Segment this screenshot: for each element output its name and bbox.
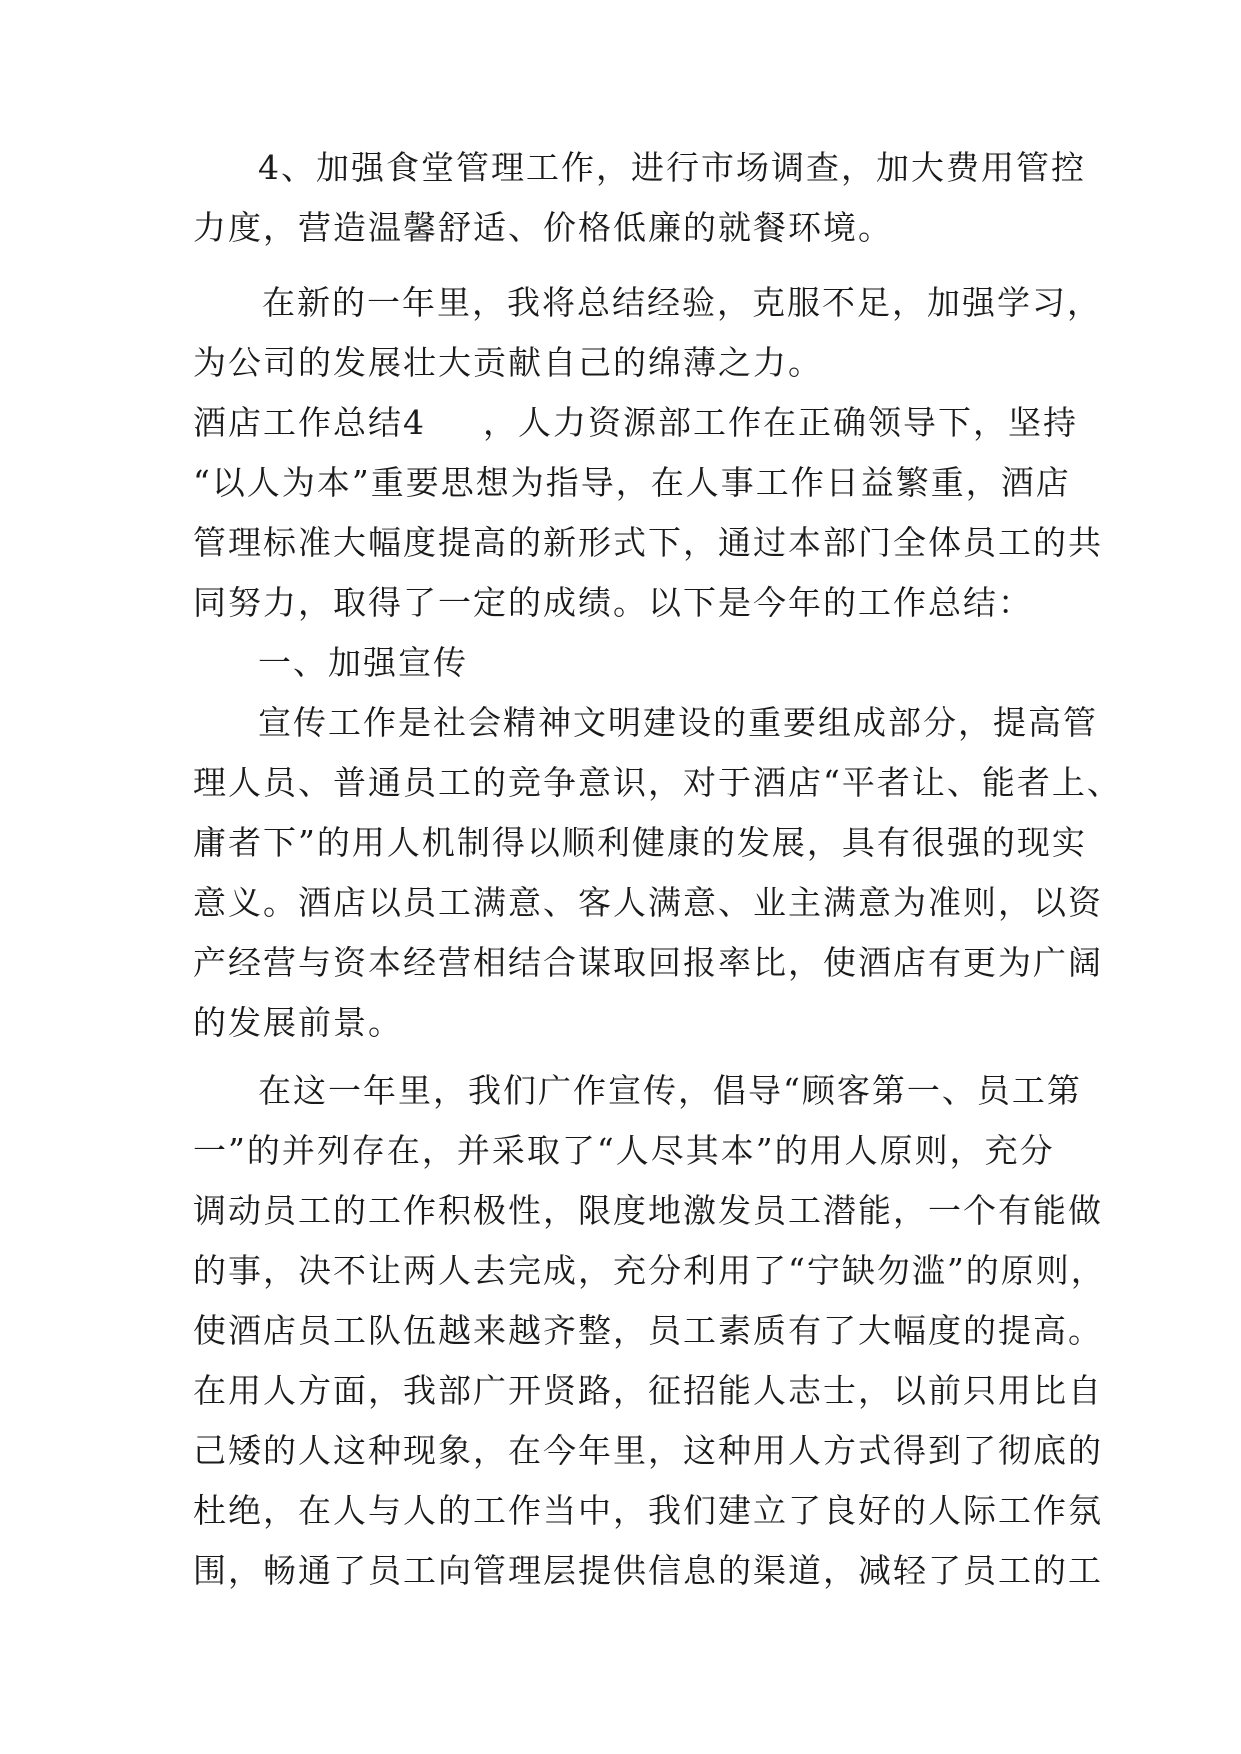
- paragraph-line: 力度，营造温馨舒适、价格低廉的就餐环境。: [193, 208, 893, 247]
- paragraph-line: “以人为本”重要思想为指导，在人事工作日益繁重，酒店: [193, 463, 1071, 502]
- paragraph-line: 在新的一年里，我将总结经验，克服不足，加强学习，: [262, 283, 1102, 322]
- paragraph-line: 的发展前景。: [193, 1003, 403, 1042]
- paragraph-line: 使酒店员工队伍越来越齐整，员工素质有了大幅度的提高。: [193, 1311, 1103, 1350]
- paragraph-line: 在用人方面，我部广开贤路，征招能人志士，以前只用比自: [193, 1371, 1103, 1410]
- paragraph-line: 一”的并列存在，并采取了“人尽其本”的用人原则，充分: [193, 1131, 1055, 1170]
- section-heading-line: [193, 392, 1078, 454]
- paragraph-line: 杜绝，在人与人的工作当中，我们建立了良好的人际工作氛: [193, 1491, 1103, 1530]
- paragraph-line: 庸者下”的用人机制得以顺利健康的发展，具有很强的现实: [193, 823, 1087, 862]
- paragraph-line: 产经营与资本经营相结合谋取回报率比，使酒店有更为广阔: [193, 943, 1103, 982]
- paragraph-line: 在这一年里，我们广作宣传，倡导“顾客第一、员工第: [258, 1071, 1082, 1110]
- paragraph-text: ，人力资源部工作在正确领导下，坚持: [483, 403, 1078, 442]
- paragraph-line: 己矮的人这种现象，在今年里，这种用人方式得到了彻底的: [193, 1431, 1103, 1470]
- paragraph-line: 意义。酒店以员工满意、客人满意、业主满意为准则，以资: [193, 883, 1103, 922]
- subsection-heading: 一、加强宣传: [258, 643, 468, 682]
- paragraph-line: 理人员、普通员工的竞争意识，对于酒店“平者让、能者上、: [193, 763, 1122, 802]
- paragraph-line: 4、加强食堂管理工作，进行市场调查，加大费用管控: [258, 148, 1086, 187]
- paragraph-line: 为公司的发展壮大贡献自己的绵薄之力。: [193, 343, 823, 382]
- paragraph-line: 管理标准大幅度提高的新形式下，通过本部门全体员工的共: [193, 523, 1103, 562]
- section-heading: 酒店工作总结4: [193, 403, 426, 442]
- paragraph-line: 宣传工作是社会精神文明建设的重要组成部分，提高管: [258, 703, 1098, 742]
- paragraph-line: 同努力，取得了一定的成绩。以下是今年的工作总结：: [193, 583, 1033, 622]
- paragraph-line: 的事，决不让两人去完成，充分利用了“宁缺勿滥”的原则，: [193, 1251, 1106, 1290]
- paragraph-line: 围，畅通了员工向管理层提供信息的渠道，减轻了员工的工: [193, 1551, 1103, 1590]
- paragraph-line: 调动员工的工作积极性，限度地激发员工潜能，一个有能做: [193, 1191, 1103, 1230]
